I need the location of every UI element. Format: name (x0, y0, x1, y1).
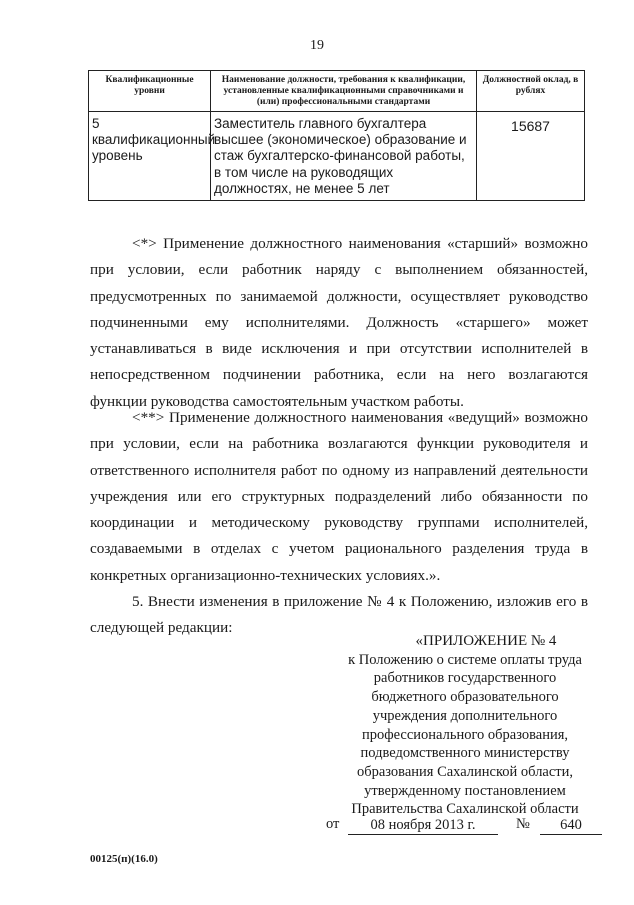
cell-salary: 15687 (477, 112, 585, 201)
appendix-line: бюджетного образовательного (371, 689, 559, 706)
appendix-title: «ПРИЛОЖЕНИЕ № 4 (415, 633, 557, 649)
header-position-requirements: Наименование должности, требования к квалификации, установленные квалификационными справочниками и (или) профессиональными стандартами (211, 71, 477, 112)
header-qualification-levels: Квалификационные уровни (89, 71, 211, 112)
appendix-line: Правительства Сахалинской области (351, 801, 579, 818)
appendix-line: образования Сахалинской области, (356, 763, 574, 780)
approval-number: 640 (540, 816, 602, 835)
appendix-line: подведомственного министерству (360, 745, 570, 762)
appendix-line: к Положению о системе оплаты труда (348, 651, 582, 668)
document-code: 00125(п)(16.0) (90, 853, 158, 865)
cell-position: Заместитель главного бухгалтера высшее (экономическое) образование и стаж бухгалтерско-финансовой работы, в том числе на руководящих должностях, не менее 5 лет (211, 112, 477, 201)
page-number: 19 (310, 38, 324, 53)
number-label: № (516, 816, 530, 832)
approval-date: 08 ноября 2013 г. (348, 816, 498, 835)
senior-note-paragraph: <*> Применение должностного наименования «старший» возможно при условии, если работник наряду с выполнением обязанностей, предусмотренных по занимаемой должности, осуществляет руководство подчиненными ему исполнителями. Должность «старшего» может устанавливаться в виде исключения и при отсутствии исполнителей в непосредственном подчинении работника, если на него возлагаются функции руководства самостоятельным участком работы. (90, 235, 588, 410)
from-label: от (326, 816, 340, 832)
appendix-line: профессионального образования, (361, 726, 569, 743)
approval-date-line (326, 816, 606, 838)
table-row (89, 112, 585, 201)
appendix-block (330, 632, 600, 819)
leading-note-paragraph: <**> Применение должностного наименования «ведущий» возможно при условии, если на работника возлагаются функции руководителя и ответственного исполнителя работ по одному из направлений деятельности учреждения или его структурных подразделений либо обязанности по координации и методическому руководству группами исполнителей, создаваемыми в отделах с учетом рационального разделения труда в конкретных организационно-технических условиях.». (90, 409, 588, 584)
table-header-row (89, 71, 585, 112)
qualification-table (88, 70, 585, 201)
appendix-line: утвержденному постановлением (364, 782, 566, 799)
cell-qualification-level: 5 квалификационный уровень (89, 112, 211, 201)
header-salary: Должностной оклад, в рублях (477, 71, 585, 112)
appendix-line: учреждения дополнительного (372, 707, 558, 724)
item-5-paragraph: 5. Внести изменения в приложение № 4 к Положению, изложив его в следующей редакции: (90, 593, 588, 637)
appendix-line: работников государственного (373, 670, 557, 687)
